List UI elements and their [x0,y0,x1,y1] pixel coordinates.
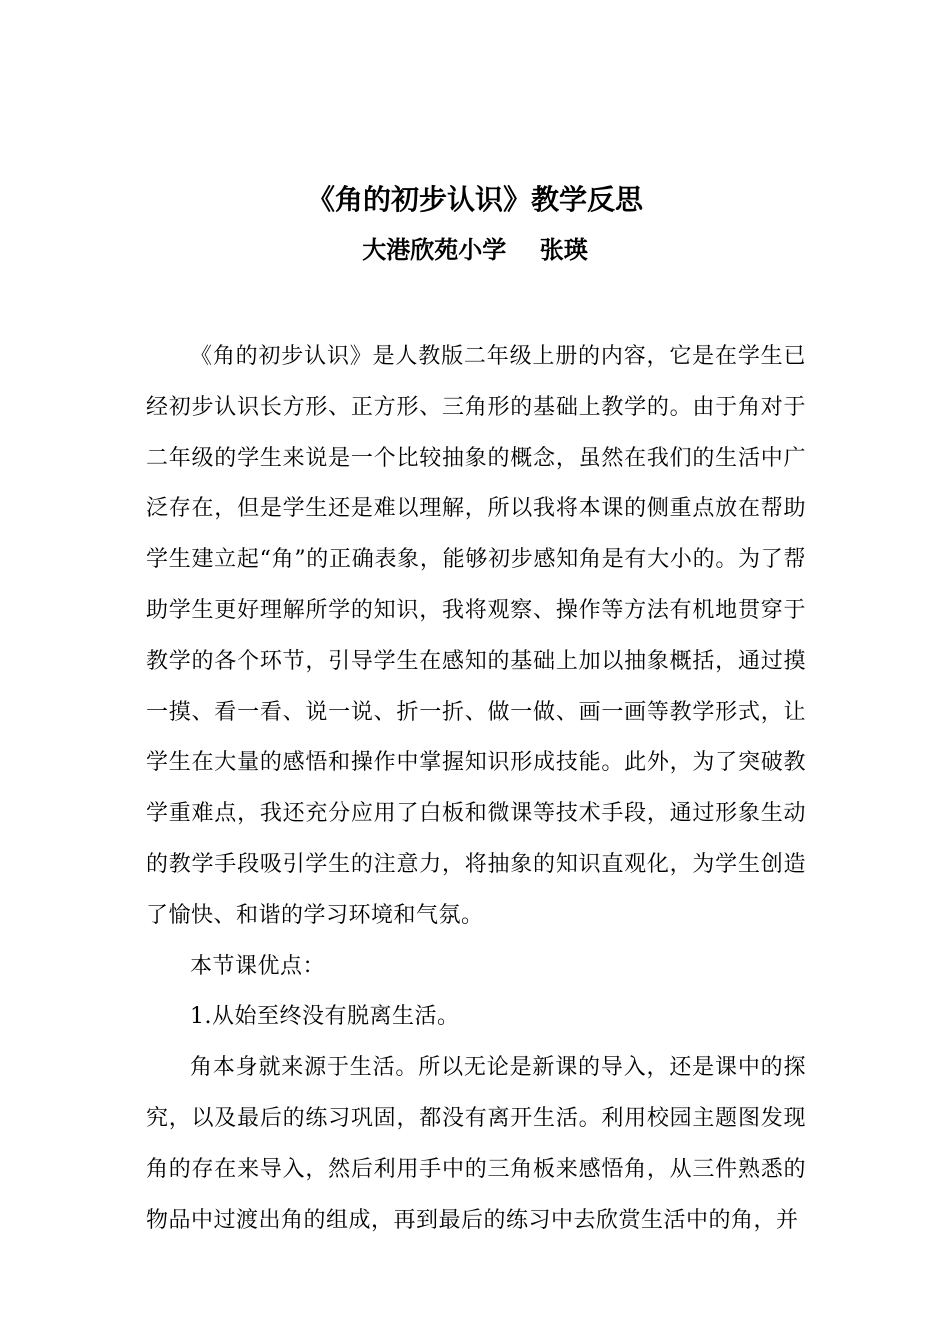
paragraph-point-1-detail: 角本身就来源于生活。所以无论是新课的导入，还是课中的探究，以及最后的练习巩固，都没有离开生活。利用校园主题图发现角的存在来导入，然后利用手中的三角板来感悟角，从三件熟悉的物品中过渡出角的组成，再到最后的练习中去欣赏生活中的角，并 [146,1055,806,1233]
paragraph-point-1: 1.从始至终没有脱离生活。 [190,1004,460,1030]
document-title: 《角的初步认识》教学反思 [306,183,643,216]
document-body [146,332,806,1246]
paragraph-intro: 《角的初步认识》是人教版二年级上册的内容，它是在学生已经初步认识长方形、正方形、三角形的基础上教学的。由于角对于二年级的学生来说是一个比较抽象的概念，虽然在我们的生活中广泛存在，但是学生还是难以理解，所以我将本课的侧重点放在帮助学生建立起“角”的正确表象，能够初步感知角是有大小的。为了帮助学生更好理解所学的知识，我将观察、操作等方法有机地贯穿于教学的各个环节，引导学生在感知的基础上加以抽象概括，通过摸一摸、看一看、说一说、折一折、做一做、画一画等教学形式，让学生在大量的感悟和操作中掌握知识形成技能。此外，为了突破教学重难点，我还充分应用了白板和微课等技术手段，通过形象生动的教学手段吸引学生的注意力，将抽象的知识直观化，为学生创造了愉快、和谐的学习环境和气氛。 [146,344,806,928]
author-line: 大港欣苑小学 张瑛 [362,236,588,264]
paragraph-strengths-heading: 本节课优点： [190,953,326,979]
